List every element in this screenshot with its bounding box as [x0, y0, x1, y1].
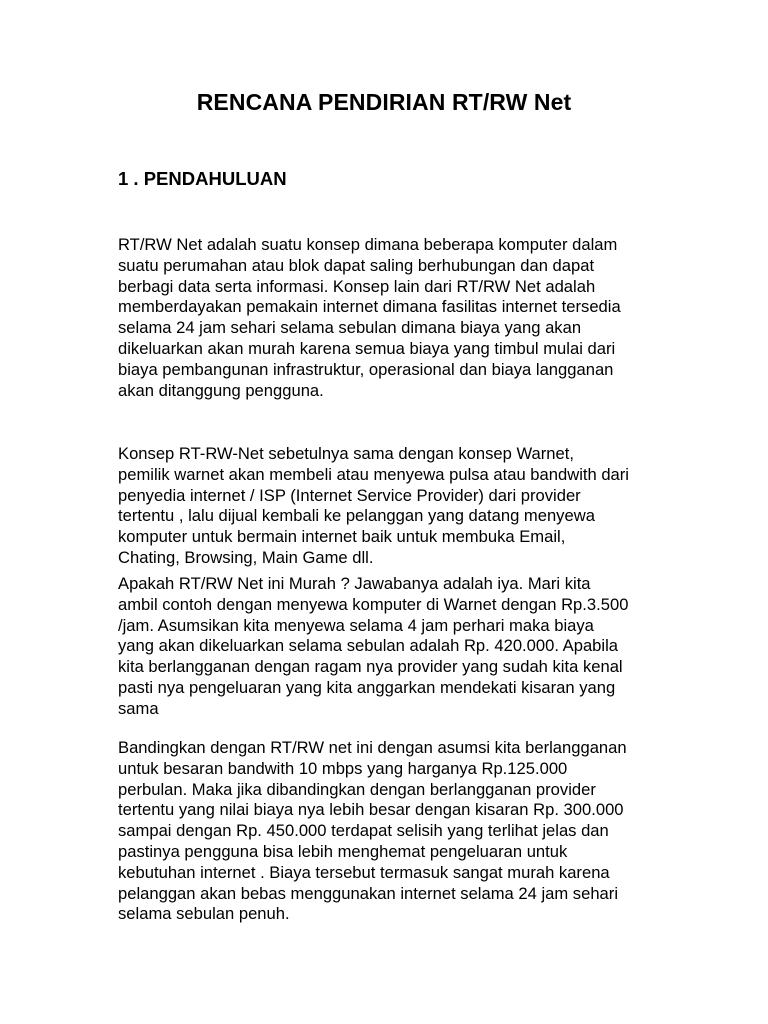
paragraph-warnet-concept: Konsep RT-RW-Net sebetulnya sama dengan konsep Warnet, pemilik warnet akan membeli atau menyewa pulsa atau bandwith dari penyedia internet / ISP (Internet Service Provider) dari provider tertentu , lalu dijual kembali ke pelanggan yang datang menyewa komputer untuk bermain internet baik untuk membuka Email, Chating, Browsing, Main Game dll. [118, 444, 629, 567]
paragraph-cost-comparison: Bandingkan dengan RT/RW net ini dengan asumsi kita berlangganan untuk besaran bandwith 10 mbps yang harganya Rp.125.000 perbulan. Maka jika dibandingkan dengan berlangganan provider tertentu yang nilai biaya nya lebih besar dengan kisaran Rp. 300.000 sampai dengan Rp. 450.000 terdapat selisih yang terlihat jelas dan pastinya pengguna bisa lebih menghemat pengeluaran untuk kebutuhan internet . Biaya tersebut termasuk sangat murah karena pelanggan akan bebas menggunakan internet selama 24 jam sehari selama sebulan penuh. [118, 738, 627, 924]
document-title: RENCANA PENDIRIAN RT/RW Net [196, 89, 572, 115]
paragraph-cost-question: Apakah RT/RW Net ini Murah ? Jawabanya adalah iya. Mari kita ambil contoh dengan menyewa komputer di Warnet dengan Rp.3.500 /jam. Asumsikan kita menyewa selama 4 jam perhari maka biaya yang akan dikeluarkan selama sebulan adalah Rp. 420.000. Apabila kita berlangganan dengan ragam nya provider yang sudah kita kenal pasti nya pengeluaran yang kita anggarkan mendekati kisaran yang sama [118, 574, 629, 718]
section-heading-pendahuluan: 1 . PENDAHULUAN [118, 168, 287, 189]
paragraph-definition: RT/RW Net adalah suatu konsep dimana beberapa komputer dalam suatu perumahan atau blok dapat saling berhubungan dan dapat berbagi data serta informasi. Konsep lain dari RT/RW Net adalah memberdayakan pemakain internet dimana fasilitas internet tersedia selama 24 jam sehari selama sebulan dimana biaya yang akan dikeluarkan akan murah karena semua biaya yang timbul mulai dari biaya pembangunan infrastruktur, operasional dan biaya langganan akan ditanggung pengguna. [118, 235, 621, 400]
